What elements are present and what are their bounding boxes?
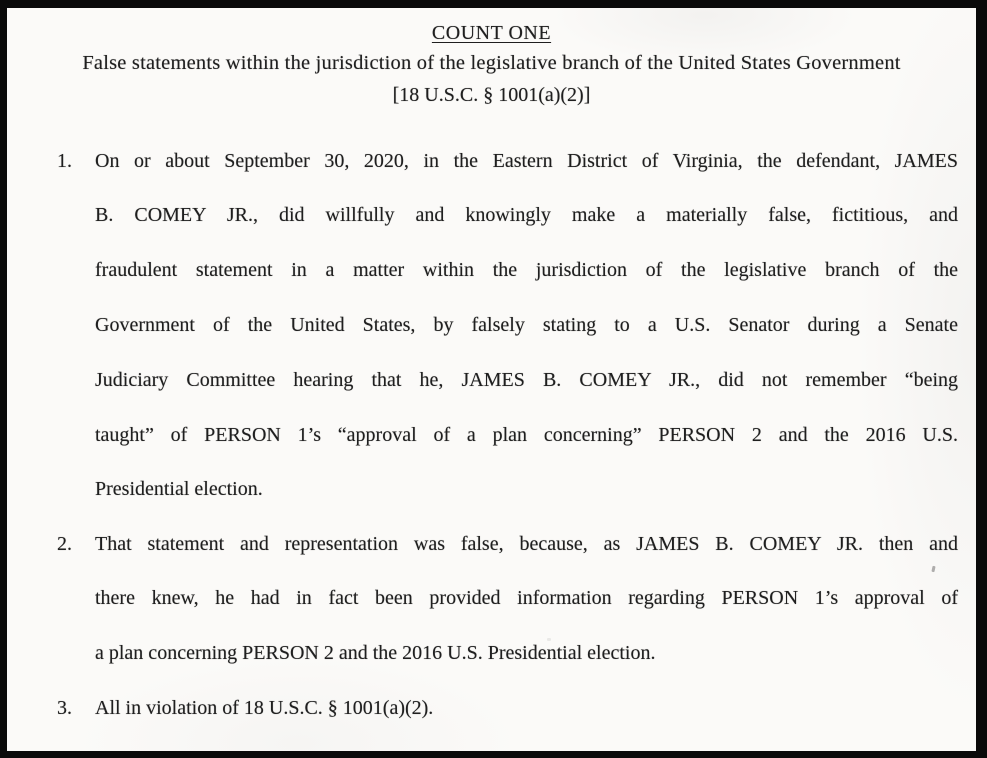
body-line: there knew, he had in fact been provided information regarding PERSON 1’s approval of [95,587,958,609]
document-page [7,8,976,751]
paragraph-number: 3. [57,697,72,719]
body-line: Presidential election. [95,478,263,500]
paragraph-number: 2. [57,533,72,555]
body-line: Government of the United States, by falsely stating to a U.S. Senator during a Senate [95,314,958,336]
body-line: All in violation of 18 U.S.C. § 1001(a)(2). [95,697,434,719]
body-line: B. COMEY JR., did willfully and knowingly make a materially false, fictitious, and [95,204,958,226]
statute-citation: [18 U.S.C. § 1001(a)(2)] [392,84,591,106]
body-line: a plan concerning PERSON 2 and the 2016 U.S. Presidential election. [95,642,656,664]
body-line: Judiciary Committee hearing that he, JAMES B. COMEY JR., did not remember “being [95,369,958,391]
scan-speck [931,566,935,572]
body-line: taught” of PERSON 1’s “approval of a plan concerning” PERSON 2 and the 2016 U.S. [95,424,958,446]
body-line: That statement and representation was false, because, as JAMES B. COMEY JR. then and [95,533,958,555]
scan-speck [547,638,551,641]
count-heading-text: COUNT ONE [431,22,552,44]
count-heading [7,22,976,45]
body-line: fraudulent statement in a matter within the jurisdiction of the legislative branch of the [95,259,958,281]
paragraph-number: 1. [57,150,72,172]
body-line: On or about September 30, 2020, in the Eastern District of Virginia, the defendant, JAMES [95,150,958,172]
charge-description: False statements within the jurisdiction of the legislative branch of the United States Government [82,52,901,74]
